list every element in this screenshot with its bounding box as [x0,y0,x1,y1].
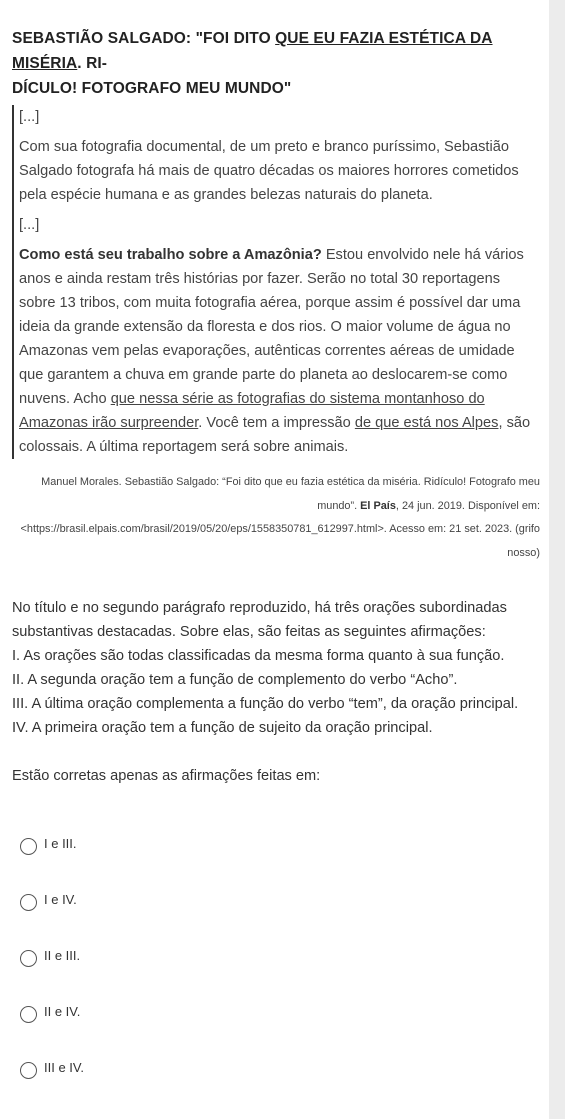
citation-text: Manuel Morales. Sebastião Salgado: “Foi dito que eu fazia estética da miséria. Ridículo! Fotografo meu mundo”. [41,476,540,512]
answer-text-1: Estou envolvido nele há vários anos e ainda restam três histórias por fazer. Serão no total 30 reportagens sobre 13 tribos, com muita fotografia aérea, porque assim é possível dar uma ideia da grande extensão da floresta e dos rios. O maior volume de água no Amazonas vem pelas evaporações, autênticas correntes aéreas de umidade que garantem a chuva em grande parte do planeta ao deslocarem-se como nuvens. Acho [19,247,524,407]
question-prompt: Estão corretas apenas as afirmações feitas em: [12,768,321,784]
statement-4: IV. A primeira oração tem a função de sujeito da oração principal. [12,720,433,736]
option-4[interactable] [12,986,540,1042]
ellipsis-top: [...] [19,109,40,125]
option-2[interactable] [12,874,540,930]
ellipsis-middle: [...] [19,217,40,233]
highlight-clause-2: que nessa série as fotografias do sistema montanhoso do Amazonas irão surpreender [19,391,485,431]
option-1[interactable] [12,818,540,874]
title-highlight: QUE EU FAZIA ESTÉTICA DA MISÉRIA [12,30,493,72]
radio-button-icon[interactable] [20,838,37,855]
option-3[interactable] [12,930,540,986]
option-label: II e III. [44,947,81,963]
answer-options [12,818,540,1098]
option-label: I e IV. [44,891,77,907]
radio-button-icon[interactable] [20,950,37,967]
title-text-end: . RI- [77,55,108,72]
radio-button-icon[interactable] [20,1006,37,1023]
option-5[interactable] [12,1042,540,1098]
option-label: III e IV. [44,1059,84,1075]
radio-button-icon[interactable] [20,1062,37,1079]
answer-text-3: , são colossais. A última reportagem será sobre animais. [19,415,531,455]
citation [12,471,540,565]
radio-button-icon[interactable] [20,894,37,911]
statement-3: III. A última oração complementa a função do verbo “tem”, da oração principal. [12,696,519,712]
title-line2: DÍCULO! FOTOGRAFO MEU MUNDO" [12,80,292,97]
question-content [12,0,540,1098]
title-text: SEBASTIÃO SALGADO: "FOI DITO [12,30,276,47]
answer-text-2: . Você tem a impressão [198,415,355,431]
question-body [12,596,540,788]
option-label: II e IV. [44,1003,81,1019]
page-title [12,26,540,101]
statement-1: I. As orações são todas classificadas da mesma forma quanto à sua função. [12,648,505,664]
quote-paragraph-1: Com sua fotografia documental, de um preto e branco puríssimo, Sebastião Salgado fotografa há mais de quatro décadas os maiores horrores cometidos pela espécie humana e as grandes belezas naturais do planeta. [19,139,519,203]
scrollbar[interactable] [549,0,565,1119]
highlight-clause-3: de que está nos Alpes [354,415,499,431]
statement-2: II. A segunda oração tem a função de complemento do verbo “Acho”. [12,672,458,688]
quote-paragraph-2 [19,243,540,459]
question-intro: No título e no segundo parágrafo reproduzido, há três orações subordinadas substantivas destacadas. Sobre elas, são feitas as seguintes afirmações: [12,600,507,640]
quote-block [12,105,540,459]
citation-details: , 24 jun. 2019. Disponível em: <https://brasil.elpais.com/brasil/2019/05/20/eps/1558350781_612997.html>. Acesso em: 21 set. 2023. (grifo nosso) [20,499,540,559]
option-label: I e III. [44,835,77,851]
interview-question: Como está seu trabalho sobre a Amazônia? [19,247,322,263]
citation-source: El País [360,499,396,512]
